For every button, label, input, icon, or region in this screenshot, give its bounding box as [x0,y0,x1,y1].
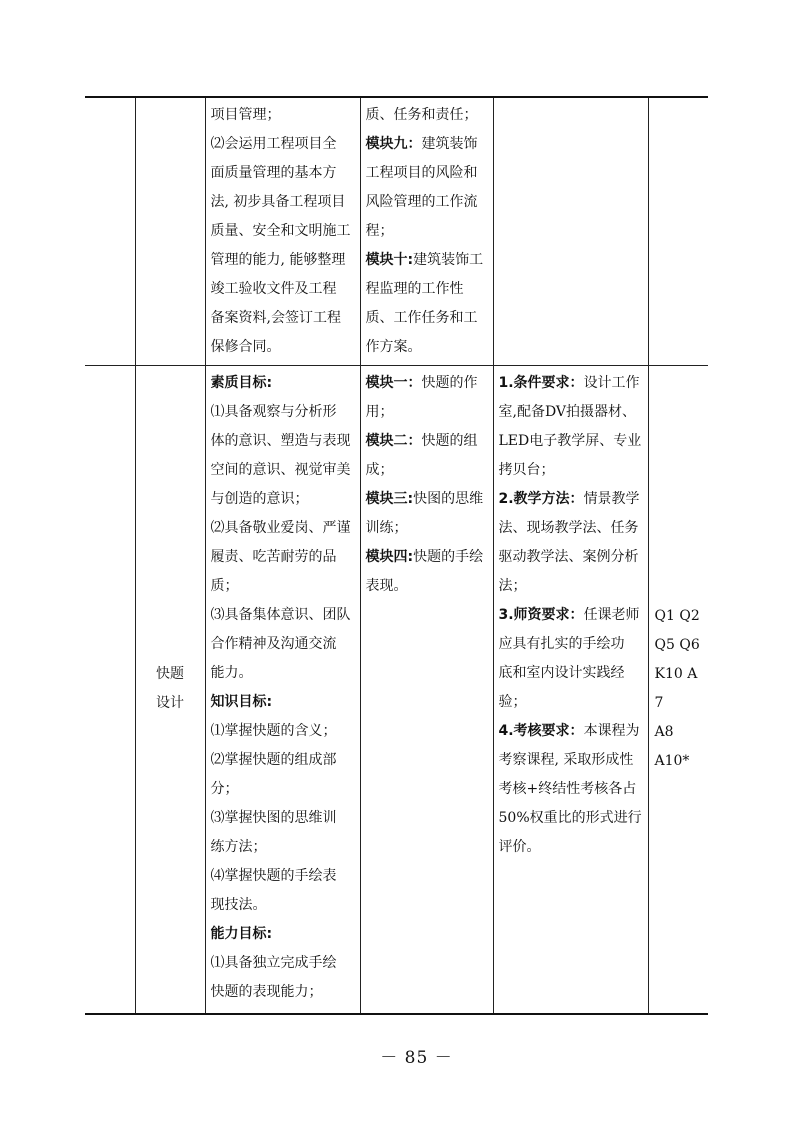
line-text: 底和室内设计实践经 [498,665,625,681]
text-line [366,456,488,485]
text-line [499,369,643,398]
text-line [499,746,643,775]
text-line [655,718,704,747]
line-text: 应具有扎实的手绘功 [498,636,625,652]
line-text: ⑵掌握快题的组成部 [210,752,337,768]
line-text: 练方法； [210,839,267,855]
text-line [211,398,355,427]
course-name-line: 设计 [156,695,184,712]
line-text: 分； [210,781,239,797]
line-text: 表现。 [365,578,408,594]
line-text: 工程项目的风险和 [365,165,478,181]
text-line [366,159,488,188]
line-text: 快题的手绘 [413,549,484,565]
course-name-line: 快题 [156,666,184,683]
line-text: 快题的表现能力； [210,984,323,1000]
bold-label: 知识目标: [210,694,273,710]
bold-label: 模块十: [365,252,414,268]
line-text: 本课程为 [583,723,640,739]
text-line [499,572,643,601]
text-line [211,717,355,746]
line-text: Q1 Q2 [654,608,700,625]
text-line [211,920,355,949]
text-line [655,747,704,776]
text-line [499,804,643,833]
bold-label: 2.教学方法： [498,491,584,507]
line-text: 设计工作 [583,375,640,391]
line-text: 用； [365,404,394,420]
line-text: ⑴具备观察与分析形 [210,404,337,420]
text-line [499,775,643,804]
text-line [366,369,488,398]
line-text: 验； [498,694,527,710]
text-line [366,304,488,333]
text-line [211,485,355,514]
line-text: 质、任务和责任； [365,107,478,123]
line-text: 合作精神及沟通交流 [210,636,337,652]
text-line [499,659,643,688]
line-text: 建筑装饰 [421,136,478,152]
bold-label: 1.条件要求： [498,375,584,391]
line-text: 空间的意识、视觉审美 [210,462,351,478]
content-cell [360,97,493,366]
text-line [211,188,355,217]
requirements-cell [493,97,648,366]
text-line [211,862,355,891]
text-line [211,949,355,978]
text-line [366,485,488,514]
text-line [366,188,488,217]
line-text: 驱动教学法、案例分析 [498,549,639,565]
line-text: 保修合同。 [210,339,281,355]
text-line [366,333,488,362]
text-line [499,688,643,717]
line-text: 与创造的意识； [210,491,309,507]
text-line [211,333,355,362]
text-line [211,630,355,659]
line-text: 现技法。 [210,897,267,913]
text-line [499,485,643,514]
line-text: 拷贝台； [498,462,555,478]
text-line [211,101,355,130]
course-name-cell [135,366,205,1014]
text-line [366,130,488,159]
text-line [499,456,643,485]
codes-cell [648,366,708,1014]
text-line [211,659,355,688]
line-text: LED电子教学屏、专业 [498,433,642,449]
text-line [211,804,355,833]
objectives-cell [205,97,360,366]
text-line [366,275,488,304]
text-line [366,543,488,572]
line-text: 竣工验收文件及工程 [210,281,337,297]
line-text: ⑶掌握快图的思维训 [210,810,337,826]
text-line [211,246,355,275]
text-line [211,304,355,333]
line-text: ⑵具备敬业爱岗、严谨 [210,520,351,536]
text-line [211,159,355,188]
line-text: 管理的能力, 能够整理 [210,252,346,268]
text-line [211,456,355,485]
line-text: 室,配备DV拍摄器材、 [498,404,637,420]
text-line [211,891,355,920]
line-text: ⑵会运用工程项目全 [210,136,337,152]
text-line [211,514,355,543]
line-text: 成； [365,462,394,478]
line-text: 快图的思维 [413,491,484,507]
line-text: 程监理的工作性 [365,281,464,297]
line-text: ⑴具备独立完成手绘 [210,955,337,971]
text-line [211,427,355,456]
line-text: A10* [654,753,690,770]
line-text: 项目管理； [210,107,281,123]
text-line [499,833,643,862]
line-text: ⑴掌握快题的含义； [210,723,337,739]
line-text: 履责、吃苦耐劳的品 [210,549,337,565]
page-number: － 85 － [380,1048,453,1068]
line-text: 法、现场教学法、任务 [498,520,639,536]
text-line [211,217,355,246]
text-line [499,543,643,572]
text-line [211,688,355,717]
text-line [499,427,643,456]
line-text: Q5 Q6 [654,637,700,654]
line-text: 质量、安全和文明施工 [210,223,351,239]
text-line [655,660,704,718]
text-line [499,514,643,543]
line-text: ⑷掌握快题的手绘表 [210,868,337,884]
text-line [366,572,488,601]
line-text: 训练； [365,520,408,536]
text-line [655,631,704,660]
bold-label: 素质目标: [210,375,273,391]
text-line [211,130,355,159]
line-text: 备案资料,会签订工程 [210,310,341,326]
line-text: 快题的组 [421,433,478,449]
table-row [85,97,708,366]
bold-label: 模块二： [365,433,422,449]
bold-label: 模块三: [365,491,414,507]
text-line [211,746,355,775]
line-text: 质； [210,578,239,594]
bold-label: 4.考核要求： [498,723,584,739]
requirements-cell [493,366,648,1014]
text-line [366,514,488,543]
line-text: 考察课程, 采取形成性 [498,752,634,768]
bold-label: 能力目标: [210,926,273,942]
text-line [499,717,643,746]
text-line [499,630,643,659]
text-line [211,978,355,1007]
line-text: A8 [654,724,674,741]
line-text: 程； [365,223,394,239]
index-cell [85,97,135,366]
text-line [655,602,704,631]
bold-label: 3.师资要求： [498,607,584,623]
text-line [211,833,355,862]
line-text: 任课老师 [583,607,640,623]
line-text: 评价。 [498,839,541,855]
text-line [211,543,355,572]
table-row [85,366,708,1014]
line-text: 情景教学 [583,491,640,507]
course-name-cell [135,97,205,366]
line-text: K10 A7 [654,666,698,712]
text-line [211,369,355,398]
text-line [499,398,643,427]
line-text: 50%权重比的形式进行 [498,810,642,826]
text-line [499,601,643,630]
text-line [366,246,488,275]
line-text: 体的意识、塑造与表现 [210,433,351,449]
line-text: 法, 初步具备工程项目 [210,194,346,210]
text-line [211,572,355,601]
text-line [366,101,488,130]
bold-label: 模块四: [365,549,414,565]
bold-label: 模块一： [365,375,422,391]
text-line [366,217,488,246]
objectives-cell [205,366,360,1014]
line-text: 作方案。 [365,339,422,355]
line-text: 考核+终结性考核各占 [498,781,637,797]
line-text: 法； [498,578,527,594]
text-line [211,775,355,804]
line-text: 能力。 [210,665,253,681]
index-cell [85,366,135,1014]
line-text: ⑶具备集体意识、团队 [210,607,351,623]
codes-cell [648,97,708,366]
line-text: 快题的作 [421,375,478,391]
text-line [211,275,355,304]
line-text: 建筑装饰工 [413,252,484,268]
line-text: 风险管理的工作流 [365,194,478,210]
line-text: 面质量管理的基本方 [210,165,337,181]
text-line [366,398,488,427]
content-cell [360,366,493,1014]
text-line [211,601,355,630]
curriculum-table [85,96,708,1015]
text-line [366,427,488,456]
bold-label: 模块九： [365,136,422,152]
line-text: 质、工作任务和工 [365,310,478,326]
